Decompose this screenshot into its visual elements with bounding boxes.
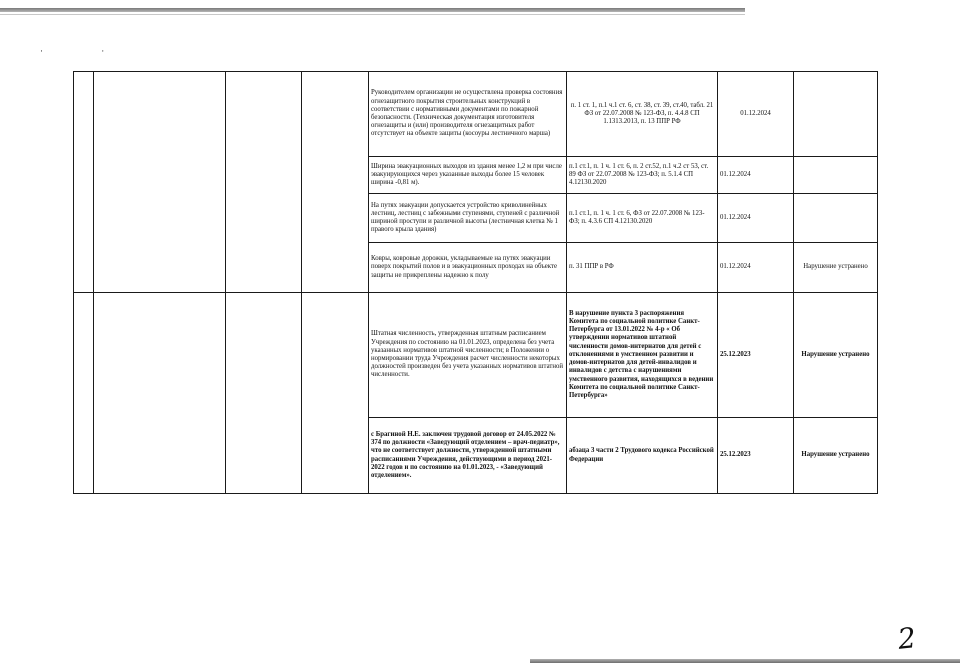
violation-cell: Ширина эвакуационных выходов из здания менее 1,2 м при числе эвакуирующихся через указанные выходы более 15 человек ширина -0,81 м). [369, 157, 567, 194]
deadline-cell: 01.12.2024 [718, 243, 794, 293]
violation-cell: с Брагиной Н.Е. заключен трудовой договор от 24.05.2022 № 374 по должности «Заведующий отделением – врач-педиатр», что не соответствует должности, утвержденной штатными расписаниями Учреждения, действующими в период 2021-2022 годов и по состоянию на 01.01.2023, - «Заведующий отделением». [369, 418, 567, 494]
violation-cell: На путях эвакуации допускается устройство криволинейных лестниц, лестниц с забежными ступенями, ступеней с различной шириной проступи и различной высоты (лестничная клетка № 1 правого крыла здания) [369, 194, 567, 243]
scan-edge-bottom [530, 659, 960, 663]
norm-cell: п. 31 ППР в РФ [567, 243, 718, 293]
norm-cell: п.1 ст.1, п. 1 ч. 1 ст. 6, ФЗ от 22.07.2008 № 123-ФЗ; п. 4.3.6 СП 4.12130.2020 [567, 194, 718, 243]
object-cell [94, 293, 226, 494]
number-cell [74, 293, 94, 494]
status-cell [794, 194, 878, 243]
table-row [74, 72, 878, 157]
status-cell [794, 157, 878, 194]
status-cell: Нарушение устранено [794, 243, 878, 293]
authority-cell [302, 72, 369, 293]
norm-cell: п.1 ст.1, п. 1 ч. 1 ст. 6, п. 2 ст.52, п.1 ч.2 ст 53, ст. 89 ФЗ от 22.07.2008 № 123-ФЗ; п. 5.1.4 СП 4.12130.2020 [567, 157, 718, 194]
deadline-cell: 01.12.2024 [718, 157, 794, 194]
violation-cell: Руководителем организации не осуществлена проверка состояния огнезащитного покрытия строительных конструкций в соответствии с нормативными документами по пожарной безопасности. (Техническая документация изготовителя огнезащиты и (или) производителя огнезащитных работ отсутствует на объекте защиты (косоуры лестничного марша) [369, 72, 567, 157]
violation-cell: Штатная численность, утвержденная штатным расписанием Учреждения по состоянию на 01.01.2023, определена без учета указанных нормативов штатной численности; в Положении о нормировании труда Учреждения расчет численности некоторых должностей произведен без учета указанных нормативов штатной численности. [369, 293, 567, 418]
norm-cell: п. 1 ст. 1, п.1 ч.1 ст. 6, ст. 38, ст. 39, ст.40, табл. 21 ФЗ от 22.07.2008 № 123-ФЗ, п. 4.4.8 СП 1.1313.2013, п. 13 ППР РФ [567, 72, 718, 157]
norm-cell: абзаца 3 части 2 Трудового кодекса Российской Федерации [567, 418, 718, 494]
authority-cell [302, 293, 369, 494]
inspection-cell [226, 72, 302, 293]
status-cell: Нарушение устранено [794, 293, 878, 418]
number-cell [74, 72, 94, 293]
deadline-cell: 25.12.2023 [718, 293, 794, 418]
table-row [74, 293, 878, 418]
page-number: 2 [896, 621, 918, 656]
scan-specks: · · [40, 46, 133, 56]
violation-cell: Ковры, ковровые дорожки, укладываемые на путях эвакуации поверх покрытий полов и в эвакуационных проходах на объекте защиты не прикреплены надежно к полу [369, 243, 567, 293]
deadline-cell: 01.12.2024 [718, 72, 794, 157]
scan-edge-top-line [0, 14, 745, 15]
deadline-cell: 25.12.2023 [718, 418, 794, 494]
object-cell [94, 72, 226, 293]
violations-table [73, 71, 878, 494]
norm-cell: В нарушение пункта 3 распоряжения Комитета по социальной политике Санкт-Петербурга от 13.01.2022 № 4-р « Об утверждении нормативов штатной численности домов-интернатов для детей с отклонениями в умственном развитии и домов-интернатов для детей-инвалидов и инвалидов с детства с нарушениями умственного развития, находящихся в ведении Комитета по социальной политике Санкт-Петербурга» [567, 293, 718, 418]
status-cell [794, 72, 878, 157]
status-cell: Нарушение устранено [794, 418, 878, 494]
inspection-cell [226, 293, 302, 494]
scan-edge-top [0, 8, 745, 12]
deadline-cell: 01.12.2024 [718, 194, 794, 243]
